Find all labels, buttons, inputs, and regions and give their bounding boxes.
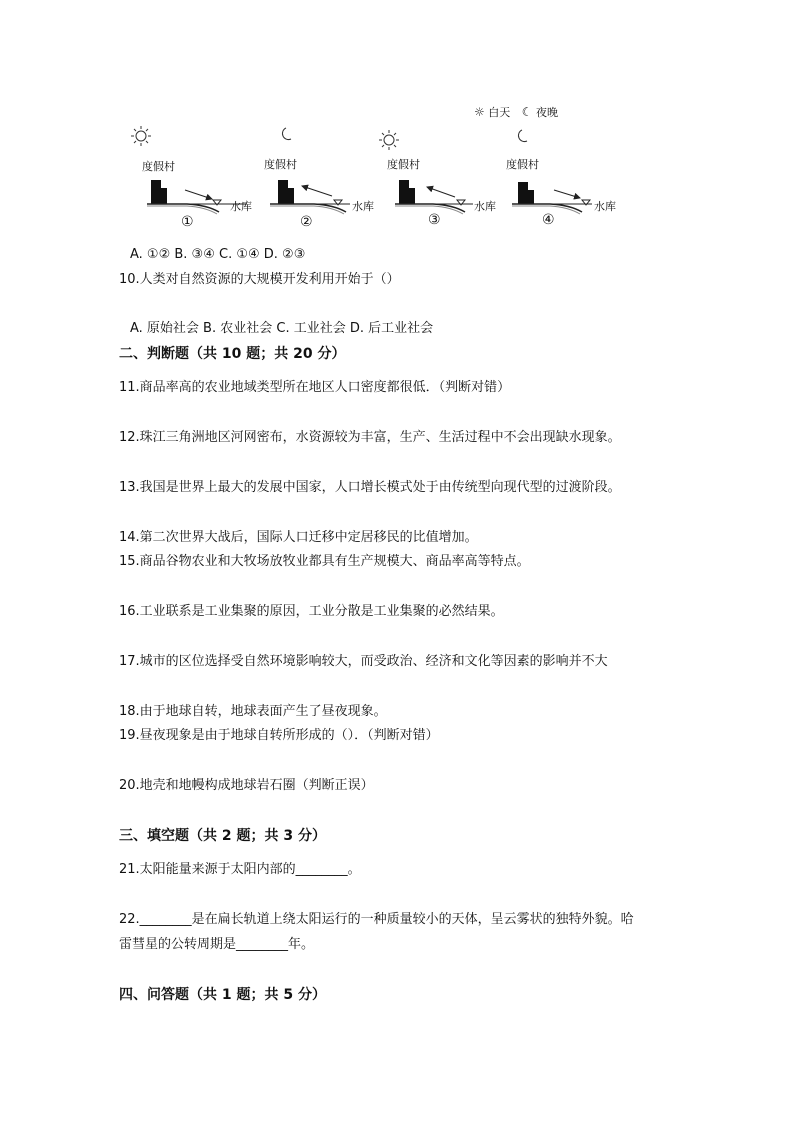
sun-icon: ☼ xyxy=(474,105,485,119)
moon-icon: ☾ xyxy=(521,105,533,119)
wind-arrow xyxy=(302,186,332,196)
sun-icon xyxy=(379,130,399,150)
panel-4 xyxy=(512,130,592,214)
panel-2-reservoir-label: 水库 xyxy=(352,200,374,213)
building-icon xyxy=(151,180,161,204)
q9-options: A. ①② B. ③④ C. ①④ D. ②③ xyxy=(130,247,306,262)
q15: 15.商品谷物农业和大牧场放牧业都具有生产规模大、商品率高等特点。 xyxy=(119,554,530,569)
panel-4-reservoir-label: 水库 xyxy=(594,200,616,213)
building-icon xyxy=(278,180,288,204)
q22-line-2: 雷彗星的公转周期是________年。 xyxy=(119,937,315,952)
q14: 14.第二次世界大战后，国际人口迁移中定居移民的比值增加。 xyxy=(119,530,478,545)
q16: 16.工业联系是工业集聚的原因，工业分散是工业集聚的必然结果。 xyxy=(119,604,504,619)
q12: 12.珠江三角洲地区河网密布，水资源较为丰富，生产、生活过程中不会出现缺水现象。 xyxy=(119,430,621,445)
q11: 11.商品率高的农业地域类型所在地区人口密度都很低．（判断对错） xyxy=(119,380,511,395)
panel-4-number: ④ xyxy=(542,212,555,228)
q18: 18.由于地球自转，地球表面产生了昼夜现象。 xyxy=(119,704,387,719)
building-icon xyxy=(399,180,409,204)
panel-2-number: ② xyxy=(300,214,313,230)
panel-3 xyxy=(379,130,473,214)
panel-1-reservoir-label: 水库 xyxy=(230,200,252,213)
q19: 19.昼夜现象是由于地球自转所形成的（）．（判断对错） xyxy=(119,728,439,743)
q13: 13.我国是世界上最大的发展中国家，人口增长模式处于由传统型向现代型的过渡阶段。 xyxy=(119,480,621,495)
wind-arrow xyxy=(554,190,580,198)
building-icon xyxy=(518,182,528,204)
sun-icon xyxy=(131,126,151,146)
legend-day-label: 白天 xyxy=(488,106,511,119)
section-2-heading: 二、判断题（共 10 题；共 20 分） xyxy=(119,346,346,362)
panel-4-resort-label: 度假村 xyxy=(506,158,539,171)
panel-3-number: ③ xyxy=(428,212,441,228)
q22-line-1: 22.________是在扁长轨道上绕太阳运行的一种质量较小的天体，呈云雾状的独特外貌。哈 xyxy=(119,912,634,927)
panel-3-reservoir-label: 水库 xyxy=(474,200,496,213)
q17: 17.城市的区位选择受自然环境影响较大，而受政治、经济和文化等因素的影响并不大 xyxy=(119,654,608,669)
panel-2-resort-label: 度假村 xyxy=(264,158,297,171)
q21: 21.太阳能量来源于太阳内部的________。 xyxy=(119,862,361,877)
moon-icon xyxy=(518,130,527,142)
land-sea-breeze-diagram xyxy=(0,0,794,240)
panel-1-number: ① xyxy=(181,214,194,230)
moon-icon xyxy=(282,128,291,140)
legend-night-label: 夜晚 xyxy=(536,106,559,119)
q20: 20.地壳和地幔构成地球岩石圈（判断正误） xyxy=(119,778,374,793)
section-3-heading: 三、填空题（共 2 题；共 3 分） xyxy=(119,828,326,844)
wind-arrow xyxy=(427,187,455,197)
panel-1-resort-label: 度假村 xyxy=(142,160,175,173)
panel-3-resort-label: 度假村 xyxy=(387,158,420,171)
q10-question: 10.人类对自然资源的大规模开发利用开始于（） xyxy=(119,272,400,287)
section-4-heading: 四、问答题（共 1 题；共 5 分） xyxy=(119,987,326,1003)
wind-arrow xyxy=(185,190,212,199)
q10-options: A. 原始社会 B. 农业社会 C. 工业社会 D. 后工业社会 xyxy=(130,321,434,336)
